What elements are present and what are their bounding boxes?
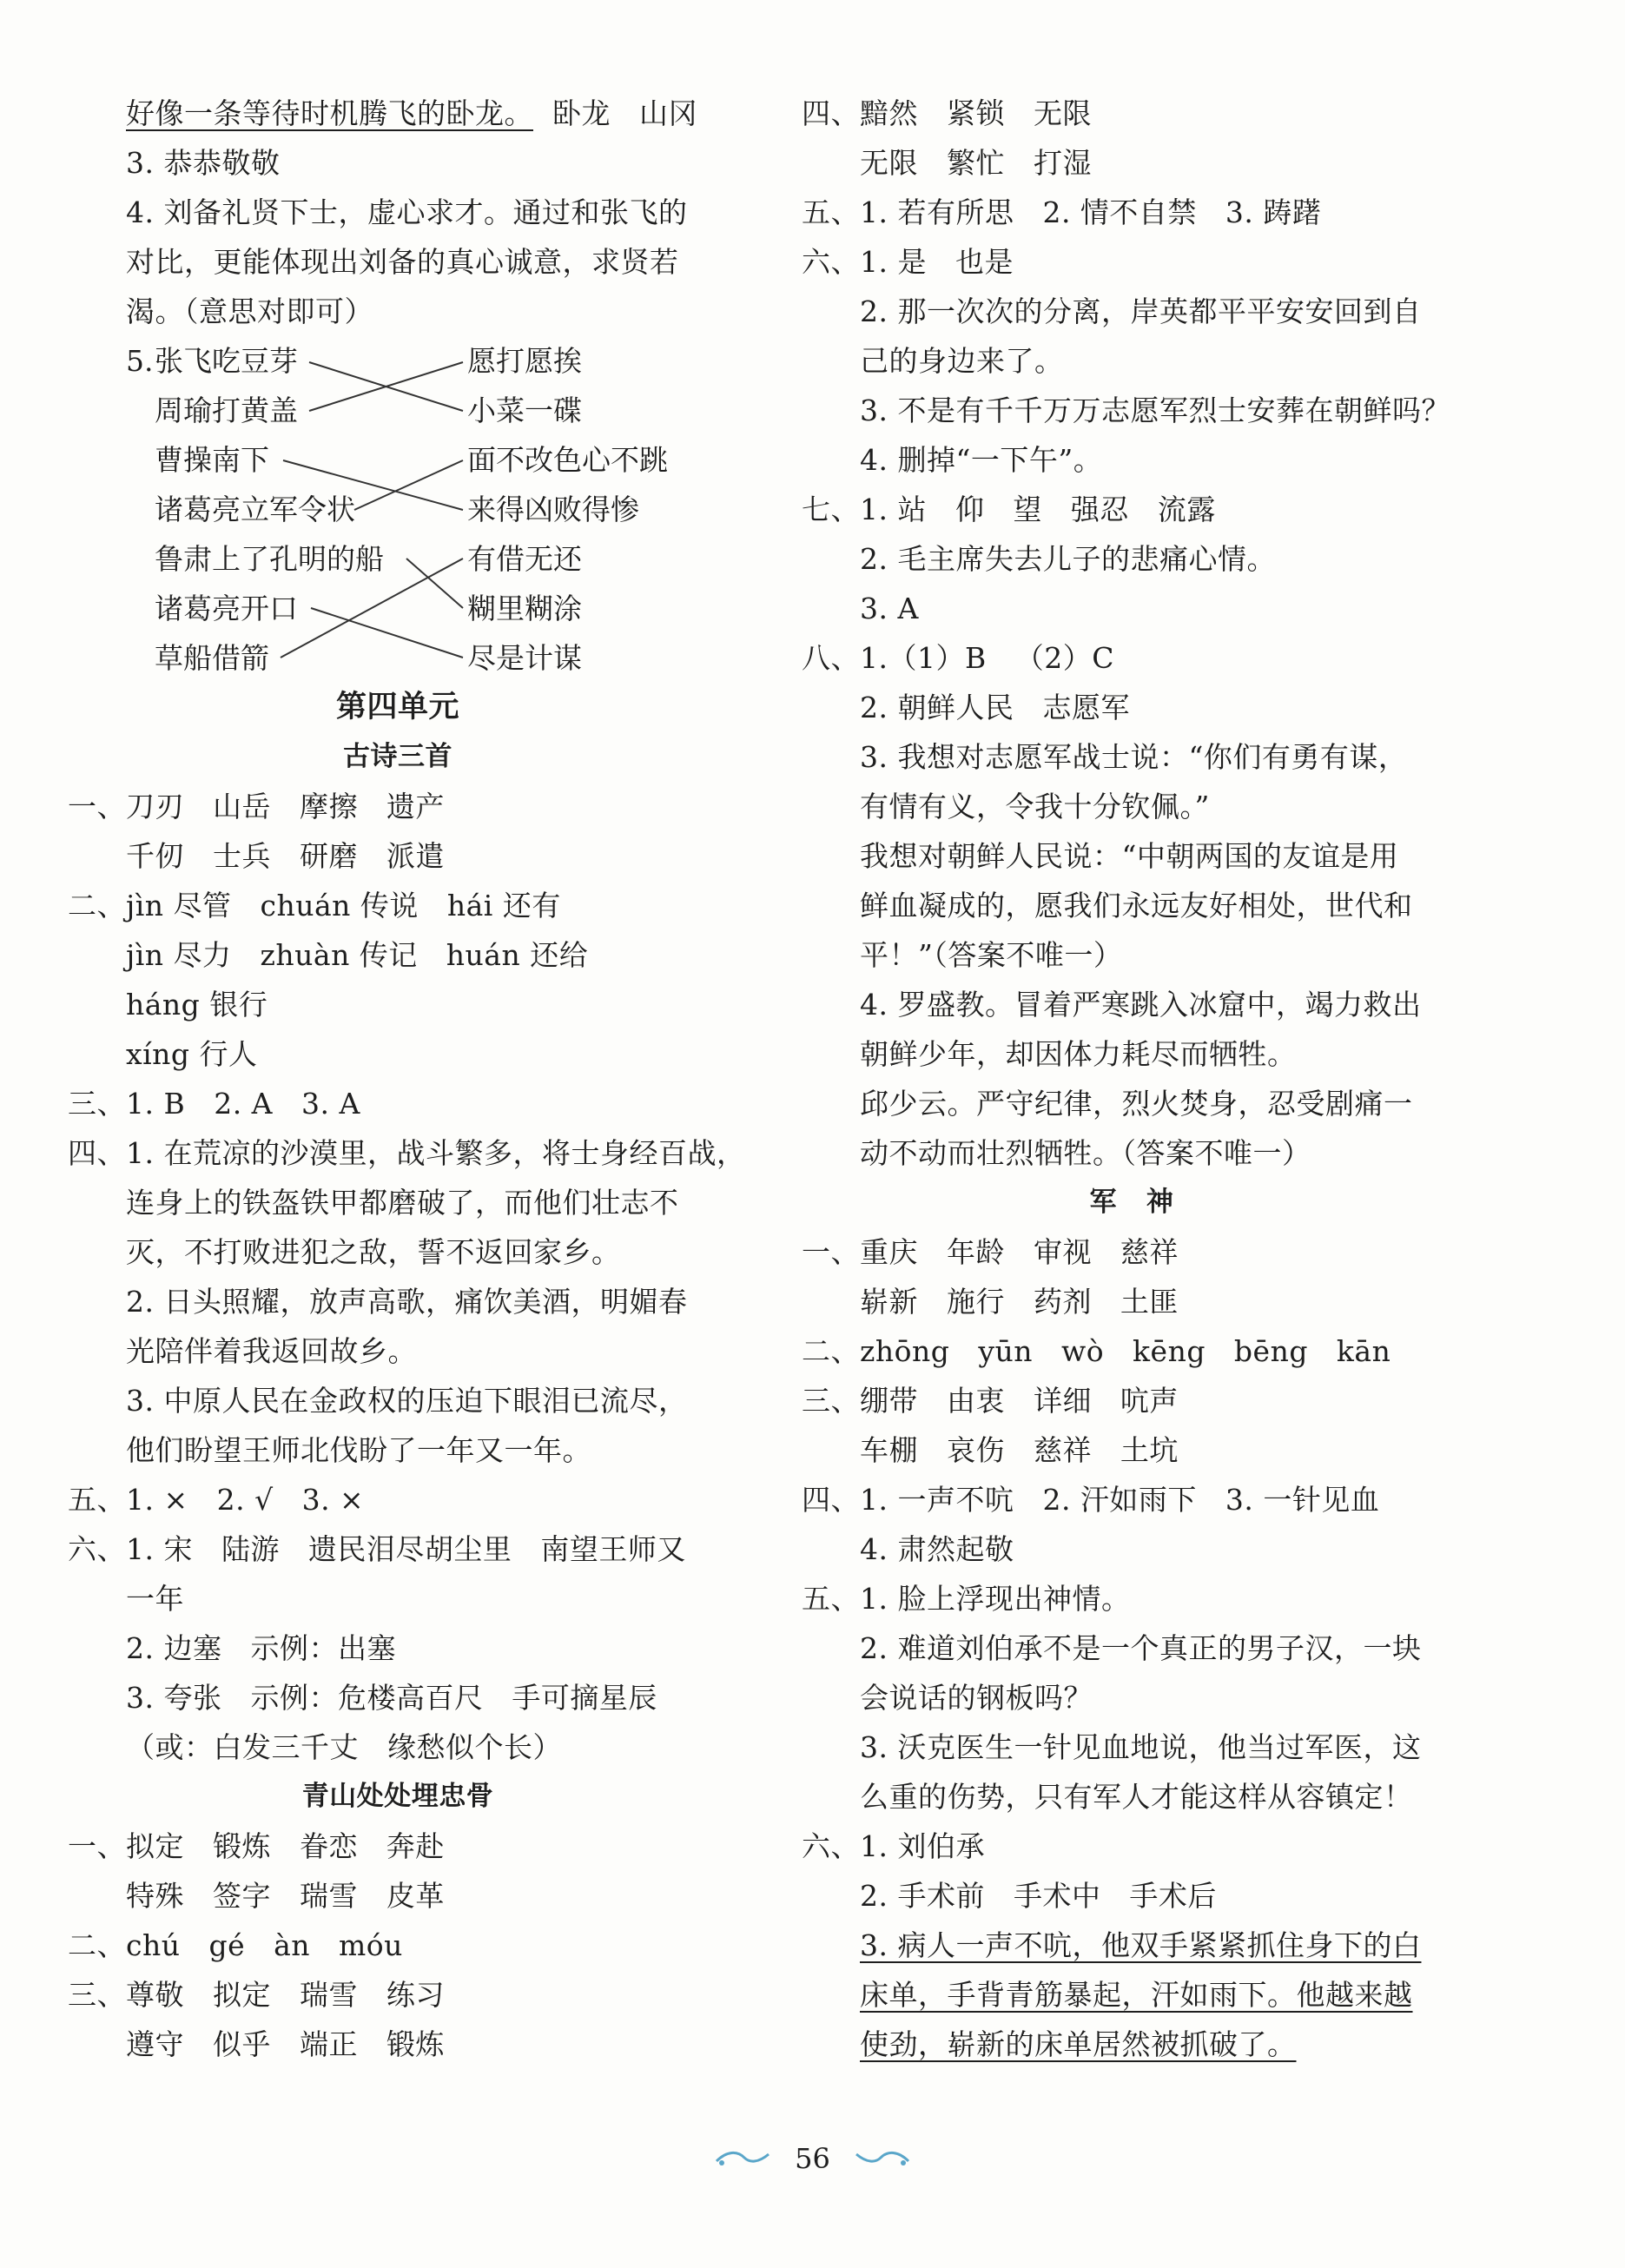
match-left-item: 周瑜打黄盖: [155, 393, 298, 427]
text-line: 有情有义，令我十分钦佩。”: [860, 790, 1210, 823]
text-line: 2. 边塞 示例：出塞: [126, 1631, 396, 1665]
match-right-item: 小菜一碟: [467, 393, 582, 427]
text-line: 五、1. 脸上浮现出神情。: [802, 1582, 1131, 1616]
text-line: [802, 2020, 1462, 2069]
text-line: 动不动而壮烈牺牲。（答案不唯一）: [860, 1136, 1311, 1170]
match-line: [283, 460, 463, 510]
underlined-answer: 床单，手背青筋暴起，汗如雨下。他越来越: [860, 1978, 1413, 2012]
text-line: （或：白发三千丈 缘愁似个长）: [126, 1730, 562, 1764]
text-line: 崭新 施行 药剂 土匪: [860, 1285, 1179, 1319]
text-line: 二、jìn 尽管 chuán 传说 hái 还有: [68, 889, 561, 922]
text-line: 4. 删掉“一下午”。: [860, 443, 1103, 477]
underlined-answer: 使劲，崭新的床单居然被抓破了。: [860, 2027, 1297, 2061]
text-line: 三、尊敬 拟定 瑞雪 练习: [68, 1978, 445, 2012]
lesson-title: 古诗三首: [343, 741, 452, 772]
matching-lines: [68, 336, 728, 683]
match-left-item: 诸葛亮开口: [155, 592, 298, 625]
text-line: 灭，不打败进犯之敌，誓不返回家乡。: [126, 1235, 621, 1269]
right-column: [802, 89, 1462, 2069]
text-line: 己的身边来了。: [860, 344, 1064, 378]
text-line: 特殊 签字 瑞雪 皮革: [126, 1879, 445, 1913]
text-line: 2. 手术前 手术中 手术后: [860, 1879, 1217, 1913]
text-line: 3. 我想对志愿军战士说：“你们有勇有谋，: [860, 740, 1408, 774]
text-line: 六、1. 是 也是: [802, 245, 1014, 279]
text-line: 3. 中原人民在金政权的压迫下眼泪已流尽，: [126, 1384, 688, 1418]
text-line: 五、1. × 2. √ 3. ×: [68, 1483, 365, 1517]
text-line: 2. 难道刘伯承不是一个真正的男子汉，一块: [860, 1631, 1422, 1665]
text-line: 四、1. 一声不吭 2. 汗如雨下 3. 一针见血: [802, 1483, 1380, 1517]
text-line: 鲜血凝成的，愿我们永远友好相处，世代和: [860, 889, 1413, 922]
text-line: 4. 刘备礼贤下士，虚心求才。通过和张飞的: [126, 195, 688, 229]
match-right-item: 愿打愿挨: [467, 344, 582, 378]
text-line: 3. A: [860, 592, 919, 625]
text-line: 二、chú gé àn móu: [68, 1928, 403, 1962]
text-line: 对比，更能体现出刘备的真心诚意，求贤若: [126, 245, 679, 279]
unit-title: 第四单元: [335, 690, 459, 724]
match-left-item: 曹操南下: [155, 443, 269, 477]
text-line: 3. 夸张 示例：危楼高百尺 手可摘星辰: [126, 1681, 657, 1715]
text-line: 车棚 哀伤 慈祥 土坑: [860, 1433, 1179, 1467]
text-line: 一年: [126, 1582, 184, 1616]
match-right-item: 来得凶败得惨: [467, 493, 639, 526]
text-line: 平！”（答案不唯一）: [860, 938, 1123, 972]
text-line: 四、1. 在荒凉的沙漠里，战斗繁多，将士身经百战，: [68, 1136, 746, 1170]
left-column: [68, 89, 746, 2069]
text-line: háng 银行: [126, 988, 268, 1022]
text-line: 三、1. B 2. A 3. A: [68, 1087, 360, 1121]
text-line: 4. 肃然起敬: [860, 1532, 1014, 1566]
match-left-item: 鲁肃上了孔明的船: [155, 542, 384, 576]
text-line: 邱少云。严守纪律，烈火焚身，忍受剧痛一: [860, 1087, 1413, 1121]
text-line: 好像一条等待时机腾飞的卧龙。 卧龙 山冈: [126, 96, 697, 130]
text-line: 么重的伤势，只有军人才能这样从容镇定！: [860, 1780, 1413, 1814]
text-line: 3. 沃克医生一针见血地说，他当过军医，这: [860, 1730, 1422, 1764]
text-line: 2. 朝鲜人民 志愿军: [860, 691, 1130, 724]
text-line: 五、1. 若有所思 2. 情不自禁 3. 踌躇: [802, 195, 1322, 229]
match-left-item: 草船借箭: [155, 641, 269, 675]
matching-exercise: [68, 336, 728, 683]
text-line: 一、刀刃 山岳 摩擦 遗产: [68, 790, 445, 823]
page-footer: [0, 2130, 1625, 2182]
match-left-item: 诸葛亮立军令状: [155, 493, 355, 526]
text-line: 2. 那一次次的分离，岸英都平平安安回到自: [860, 294, 1422, 328]
text-line: 我想对朝鲜人民说：“中朝两国的友谊是用: [860, 839, 1399, 873]
text-line: 二、zhōng yūn wò kēng bēng kān: [802, 1334, 1391, 1368]
text-line: 八、1.（1）B （2）C: [802, 641, 1114, 675]
text-line: 朝鲜少年，却因体力耗尽而牺牲。: [860, 1037, 1297, 1071]
text-line: 三、绷带 由衷 详细 吭声: [802, 1384, 1179, 1418]
match-line: [281, 559, 463, 658]
text-line: 光陪伴着我返回故乡。: [126, 1334, 417, 1368]
text-line: [802, 1921, 1462, 1970]
text-line: 无限 繁忙 打湿: [860, 146, 1092, 180]
text-line: 连身上的铁盔铁甲都磨破了，而他们壮志不: [126, 1186, 679, 1220]
match-left-item: 张飞吃豆芽: [155, 344, 298, 378]
text-line: 他们盼望王师北伐盼了一年又一年。: [126, 1433, 591, 1467]
underlined-answer: 3. 病人一声不吭，他双手紧紧抓住身下的白: [860, 1928, 1422, 1962]
text-line: 一、重庆 年龄 审视 慈祥: [802, 1235, 1179, 1269]
match-right-item: 面不改色心不跳: [467, 443, 668, 477]
match-prefix: 5.: [126, 344, 162, 378]
text-line: 遵守 似乎 端正 锻炼: [126, 2027, 445, 2061]
match-right-item: 有借无还: [467, 542, 582, 576]
match-right-item: 糊里糊涂: [467, 592, 582, 625]
lesson-title: 军 神: [1089, 1187, 1174, 1218]
text-line: 千仞 士兵 研磨 派遣: [126, 839, 445, 873]
match-line: [311, 608, 463, 658]
text-line: 六、1. 宋 陆游 遗民泪尽胡尘里 南望王师又: [68, 1532, 686, 1566]
underlined-answer: 好像一条等待时机腾飞的卧龙。: [126, 96, 533, 130]
text-line: 会说话的钢板吗？: [860, 1681, 1093, 1715]
text-line: 3. 恭恭敬敬: [126, 146, 281, 180]
text-line: 3. 不是有千千万万志愿军烈士安葬在朝鲜吗？: [860, 393, 1450, 427]
text-line: 四、黯然 紧锁 无限: [802, 96, 1092, 130]
text-line: 六、1. 刘伯承: [802, 1829, 985, 1863]
right-wave-ornament-icon: [855, 2132, 910, 2185]
text-line: 渴。（意思对即可）: [126, 294, 373, 328]
left-wave-ornament-icon: [715, 2132, 770, 2185]
text-line: xíng 行人: [126, 1037, 258, 1071]
text-line: jìn 尽力 zhuàn 传记 huán 还给: [126, 938, 589, 972]
text-line: 4. 罗盛教。冒着严寒跳入冰窟中，竭力救出: [860, 988, 1422, 1022]
text-line: [802, 1970, 1462, 2020]
match-line: [406, 559, 463, 608]
text-line: 2. 毛主席失去儿子的悲痛心情。: [860, 542, 1276, 576]
page-number: 56: [795, 2141, 830, 2175]
lesson-title: 青山处处埋忠骨: [301, 1781, 494, 1812]
text-line: 2. 日头照耀，放声高歌，痛饮美酒，明媚春: [126, 1285, 688, 1319]
text-line: 一、拟定 锻炼 眷恋 奔赴: [68, 1829, 445, 1863]
match-right-item: 尽是计谋: [467, 641, 582, 675]
text-line: 七、1. 站 仰 望 强忍 流露: [802, 493, 1216, 526]
